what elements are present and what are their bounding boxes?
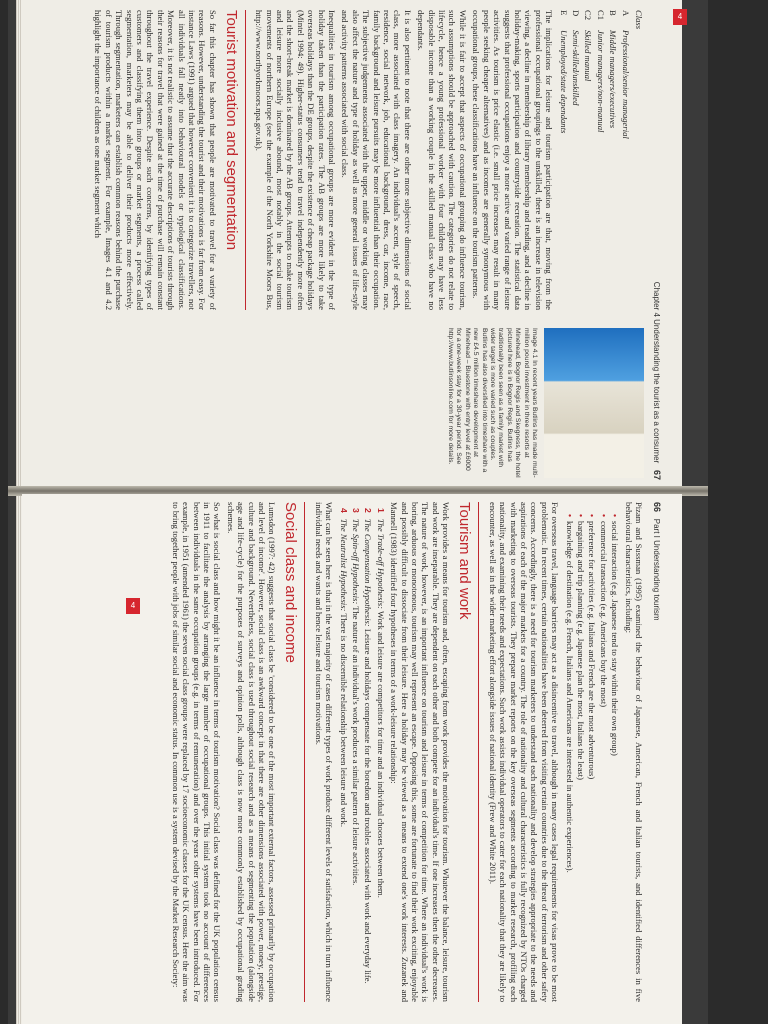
class-item: C1Junior managers/non-manual	[595, 10, 606, 133]
page-66	[22, 494, 682, 1024]
section-heading: Tourist motivation and segmentation	[222, 10, 246, 310]
section-heading: Social class and income	[281, 502, 305, 1002]
class-item: BMiddle managers/executives	[608, 10, 619, 129]
paragraph: While it is fair to accept that aspects of occupational grouping do influence tourism, such assumptions should be approached with caution. The categories do not relate to lifecycle, hence a young professional worker with four children may have less disposable income than a working couple in the skilled manual class who have no dependants.	[416, 10, 468, 310]
image-caption: Image 4.1 In recent years Butlins has made multi-million pound investment in three resorts at Minehead, Bognor Regis and Skegness, the hotel pictured here is in Bognor Regis. Butlins has traditionally been seen as a family market with wider target is more varied such as couples. Butlins has also diversified into timeshare with a new £4.5 million timeshare development at Minehead – Bluestone with entry level at £6000 for a one-week stay for a 30-year period. See http://www.butlinsonline.com for more details.	[446, 328, 538, 478]
page-number: 67	[652, 469, 662, 480]
list-item: •social interaction (e.g. Japanese tend to stay within their own group)	[610, 514, 621, 756]
page-66-content	[32, 502, 662, 1002]
page-67-left-column	[90, 10, 644, 310]
hypothesis-list	[338, 508, 386, 1002]
page-67-header	[648, 10, 662, 480]
running-head: Part I Understanding tourism	[652, 518, 661, 621]
class-item: EUnemployed/state dependants	[558, 10, 569, 134]
book-spread	[8, 0, 708, 1024]
list-item: 3The Spin-off Hypothesis: The nature of an individual's work produces a similar pattern of leisure activities.	[351, 508, 362, 886]
class-item: DSemi-skilled/unskilled	[570, 10, 581, 106]
class-list	[558, 10, 630, 310]
paragraph: Work provides a means for tourism and, often, escaping from work provides the motivation for tourism. Whatever the balance, leisure, tourism and work are inseparable. They are dependent on each other and both compete for an individual's time. If one increases then the other decreases. The nature of work, however, is an important influence on tourism and leisure in terms of competition for time. Where an individual's work is boring, arduous or monotonous, tourism may well represent an escape. Opposing this, some are fortunate to find their work exciting, enjoyable and possibly difficult to dissociate from their leisure. Here a holiday may be viewed as a means to extend one's work interests. Zuzanek and Mannell (1983) identified four hypotheses in terms of a work-leisure relationship:	[389, 502, 452, 1002]
class-item: AProfessional/senior managerial	[620, 10, 631, 139]
chapter-tab: 4	[126, 598, 140, 614]
paragraph: So far this chapter has shown that people are motivated to travel for a variety of reasons. However, understanding the tourist and their motivations is far from easy. For instance Laws (1991) argued that however convenient it is to categorize travellers, not all individuals fall neatly into behavioural models or typological classifications. Moreover, it is not realistic to assume that the accurate descriptions of tourists through their reasons for travel that were gained at the time of purchase will remain constant throughout the travel experience. Despite such concerns, by identifying types of customers and classifying them into groups or market segments, a process called segmentation, marketers may be able to deliver their products more effectively. Through segmentation, marketers can establish common reasons behind the purchase of tourism products within a market segment. For example, Images 4.1 and 4.2 highlight the importance of children as one market segment which	[93, 10, 218, 310]
list-item: 1The Trade-off Hypothesis: Work and leisure are competitors for time and an individual chooses between them.	[375, 508, 386, 898]
bullet-list	[564, 514, 620, 1002]
page-66-header	[648, 502, 662, 1002]
resort-photo	[544, 328, 644, 478]
paragraph: Pizam and Sussman (1995) examined the behaviour of Japanese, American, French and Italian tourists, and identified differences in five behavioural characteristics, including:	[623, 502, 644, 1002]
page-number: 66	[652, 502, 662, 513]
class-header: Class	[634, 10, 644, 30]
list-item: •bargaining and trip planning (e.g. Japanese plan the most, Italians the least)	[575, 514, 586, 781]
class-item: C2Skilled manual	[583, 10, 594, 82]
paragraph: The implications for leisure and tourism participation are that, moving from the professional occupational groupings to the unskilled, there is an increase in television viewing, a decline in membership of library membership and reading, and a decline in holiday-making, sports participation and countryside recreation. The statistical data suggests that professional occupations enjoy a more active and varied range of leisure activities. As tourism is price elastic (i.e. small price increases may result in many people seeking cheaper alternatives) and as incomes are generally synonymous with occupational groups, these classifications have an influence on the tourism patterns.	[471, 10, 555, 310]
paragraph: So what is social class and how might it be an influence in terms of tourism motivation? Social class was defined for the UK population census in 1911 to facilitate the analysis by arranging the large number of occupational groups. This initial system took no account of differences between individuals in the same occupation groups (e.g. in terms of remuneration) and over the years other systems have been introduced. For example, in 1951 (amended 1961) the seven social class groups were replaced by 17 socioeconomic classes for the UK census. Here the aim was to bring together people with jobs of similar social and economic status. In common use is a system devised by the Market Research Society:	[170, 502, 223, 1002]
list-item: •preference for activities (e.g. Italians and French are the most adventurous)	[587, 514, 598, 780]
page-67-content	[32, 10, 662, 480]
list-item: •knowledge of destination (e.g. French, Italians and Americans are interested in authentic experiences).	[564, 514, 575, 873]
paragraph: Lumsdon (1997: 42) suggests that social class be 'considered to be one of the most important external factors, assessed primarily by occupation and level of income'. However, social class is an awkward concept in that there are other dimensions associated with power, money, prestige, culture and background. Nevertheless, social class is used throughout social research and as a means of segmenting the population (alongside age and life-cycle) for the purposes of surveys and opinion polls, although class is now more commonly established by occupational grading schemes.	[225, 502, 278, 1002]
paragraph: For overseas travel, language barriers may act as a disincentive to travel, although in many cases legal requirements for visas prove to be most problematic. In recent times, certain nationalities have been deterred from visiting certain countries due to the threat of terrorism and other safety concerns. Accordingly, there is a need for tourism marketers to understand each nationality and develop strategies appropriate to the needs and aspirations of each of the major markets for a country. The role of nationality and cultural characteristics is fully recognized by NTOs charged with marketing to overseas tourists. They prepare market reports on the key overseas segments according to market research, profiling each nationality, and examining their needs and expectations. Such work assists individual operators to cater for each nationality that they are likely to encounter, as well as in the wider marketing effort alongside issues of national identity (Frew and White 2011).	[487, 502, 561, 1002]
paragraph: It is also pertinent to note that there are other more subjective dimensions of social class, more associated with class imagery. An individual's accent, style of speech, residence, social network, job, educational background, dress, car, income, race, family background and leisure pursuits may be more influential than their occupation. The subjective judgements associated with the upper, middle or working classes may also affect the nature and type of holiday as well as more general issues of life-style and activity patterns associated with social class.	[340, 10, 413, 310]
section-heading: Tourism and work	[455, 502, 479, 1002]
page-66-column	[167, 502, 644, 1002]
list-item: 2The Compensation Hypothesis: Leisure and holidays compensate for the boredom and troubles associated with work and everyday life.	[363, 508, 374, 984]
running-head: Chapter 4 Understanding the tourist as a consumer	[652, 281, 661, 464]
list-item: 4The Neutralist Hypothesis: There is no discernible relationship between leisure and work.	[338, 508, 349, 827]
list-item: •commercial transaction (e.g. Americans buy the most)	[598, 514, 609, 708]
paragraph: What can be seen here is that in the vast majority of cases different types of work produce different levels of satisfaction, which in turn influence individual needs and wants and hence leisure and tourism motivations.	[313, 502, 335, 1002]
paragraph: Inequalities in tourism among occupational groups are more evident in the type of holiday taken than the participation rates. The AB groups are more likely to take overseas holidays than the DE groups, despite the existence of cheap package holidays (Mintel 1994: 49). Higher-status consumers tend to travel independently more often and the short-break market is dominated by the AB groups. Attempts to make tourism and leisure more socially inclusive abound, most notably in the social tourism movements of northern Europe (see the example of the North Yorkshire Moors Bus, http://www.northyorkmoors.npa.gov.uk).	[254, 10, 338, 310]
chapter-tab: 4	[673, 9, 687, 25]
page-67	[22, 0, 682, 490]
